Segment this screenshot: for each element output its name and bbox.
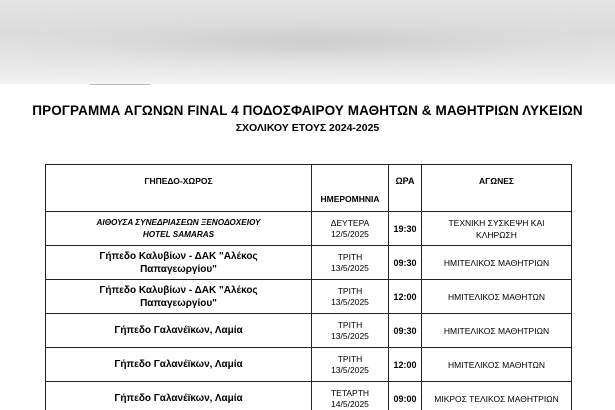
- day-text: ΤΡΙΤΗ: [337, 353, 363, 364]
- games-cell: [422, 212, 572, 246]
- column-header-date: ΗΜΕΡΟΜΗΝΙΑ: [312, 165, 389, 212]
- date-cell: [312, 382, 389, 410]
- games-cell: [422, 382, 572, 410]
- blurred-header-area: [0, 0, 615, 84]
- venue-cell: [46, 212, 312, 246]
- games-line-1: ΗΜΙΤΕΛΙΚΟΣ ΜΑΘΗΤΡΙΩΝ: [443, 325, 550, 336]
- venue-line-1: Γήπεδο Γαλανέϊκων, Λαμία: [114, 393, 243, 404]
- time-cell: 12:00: [389, 280, 422, 314]
- day-text: ΤΡΙΤΗ: [337, 285, 363, 296]
- venue-line-1: ΑΙΘΟΥΣΑ ΣΥΝΕΔΡΙΑΣΕΩΝ ΞΕΝΟΔΟΧΕΙΟΥ: [96, 217, 261, 227]
- venue-line-2: HOTEL SAMARAS: [142, 229, 215, 239]
- table-row: [46, 280, 572, 314]
- date-text: 14/5/2025: [331, 398, 369, 409]
- column-header-games: ΑΓΩΝΕΣ: [422, 165, 572, 212]
- date-text: 13/5/2025: [331, 262, 369, 273]
- venue-cell: [46, 314, 312, 348]
- column-header-venue: ΓΗΠΕΔΟ-ΧΩΡΟΣ: [46, 165, 312, 212]
- venue-line-2: Παπαγεωργίου": [140, 297, 217, 309]
- games-line-1: ΜΙΚΡΟΣ ΤΕΛΙΚΟΣ ΜΑΘΗΤΡΙΩΝ: [434, 393, 559, 404]
- time-cell: 12:00: [389, 348, 422, 382]
- day-text: ΤΕΤΑΡΤΗ: [330, 387, 370, 398]
- venue-cell: [46, 382, 312, 410]
- venue-line-2: Παπαγεωργίου": [140, 263, 217, 275]
- games-line-1: ΗΜΙΤΕΛΙΚΟΣ ΜΑΘΗΤΩΝ: [448, 359, 545, 370]
- games-line-1: ΗΜΙΤΕΛΙΚΟΣ ΜΑΘΗΤΡΙΩΝ: [443, 257, 550, 268]
- games-cell: [422, 246, 572, 280]
- venue-line-1: Γήπεδο Γαλανέϊκων, Λαμία: [114, 325, 243, 336]
- schedule-table: [45, 164, 572, 410]
- time-cell: 19:30: [389, 212, 422, 246]
- games-line-1: ΗΜΙΤΕΛΙΚΟΣ ΜΑΘΗΤΩΝ: [448, 291, 545, 302]
- table-row: [46, 246, 572, 280]
- time-cell: 09:30: [389, 246, 422, 280]
- date-cell: [312, 212, 389, 246]
- date-text: 13/5/2025: [331, 330, 369, 341]
- table-row: [46, 314, 572, 348]
- games-line-2: ΚΛΗΡΩΣΗ: [476, 229, 517, 240]
- date-cell: [312, 246, 389, 280]
- venue-cell: [46, 280, 312, 314]
- time-cell: 09:00: [389, 382, 422, 410]
- document-title: ΠΡΟΓΡΑΜΜΑ ΑΓΩΝΩΝ FINAL 4 ΠΟΔΟΣΦΑΙΡΟΥ ΜΑΘΗΤΩΝ & ΜΑΘΗΤΡΙΩΝ ΛΥΚΕΙΩΝ: [32, 103, 583, 118]
- games-line-1: ΤΕΧΝΙΚΗ ΣΥΣΚΕΨΗ ΚΑΙ: [448, 217, 545, 228]
- table-row: [46, 212, 572, 246]
- venue-line-1: Γήπεδο Καλυβίων - ΔΑΚ "Αλέκος: [99, 250, 258, 262]
- day-text: ΤΡΙΤΗ: [337, 251, 363, 262]
- day-text: ΔΕΥΤΕΡΑ: [330, 217, 370, 228]
- games-cell: [422, 280, 572, 314]
- page-edge-mark: [90, 84, 150, 89]
- games-cell: [422, 314, 572, 348]
- document-subtitle: ΣΧΟΛΙΚΟΥ ΕΤΟΥΣ 2024-2025: [235, 122, 380, 134]
- venue-cell: [46, 246, 312, 280]
- venue-line-1: Γήπεδο Καλυβίων - ΔΑΚ "Αλέκος: [99, 284, 258, 296]
- date-text: 13/5/2025: [331, 364, 369, 375]
- date-text: 13/5/2025: [331, 296, 369, 307]
- table-header-row: [46, 165, 572, 212]
- venue-cell: [46, 348, 312, 382]
- date-text: 12/5/2025: [331, 228, 369, 239]
- table-row: [46, 348, 572, 382]
- date-cell: [312, 280, 389, 314]
- table-row: [46, 382, 572, 410]
- date-cell: [312, 348, 389, 382]
- games-cell: [422, 348, 572, 382]
- day-text: ΤΡΙΤΗ: [337, 319, 363, 330]
- column-header-time: ΩΡΑ: [389, 165, 422, 212]
- time-cell: 09:30: [389, 314, 422, 348]
- venue-line-1: Γήπεδο Γαλανέϊκων, Λαμία: [114, 359, 243, 370]
- date-cell: [312, 314, 389, 348]
